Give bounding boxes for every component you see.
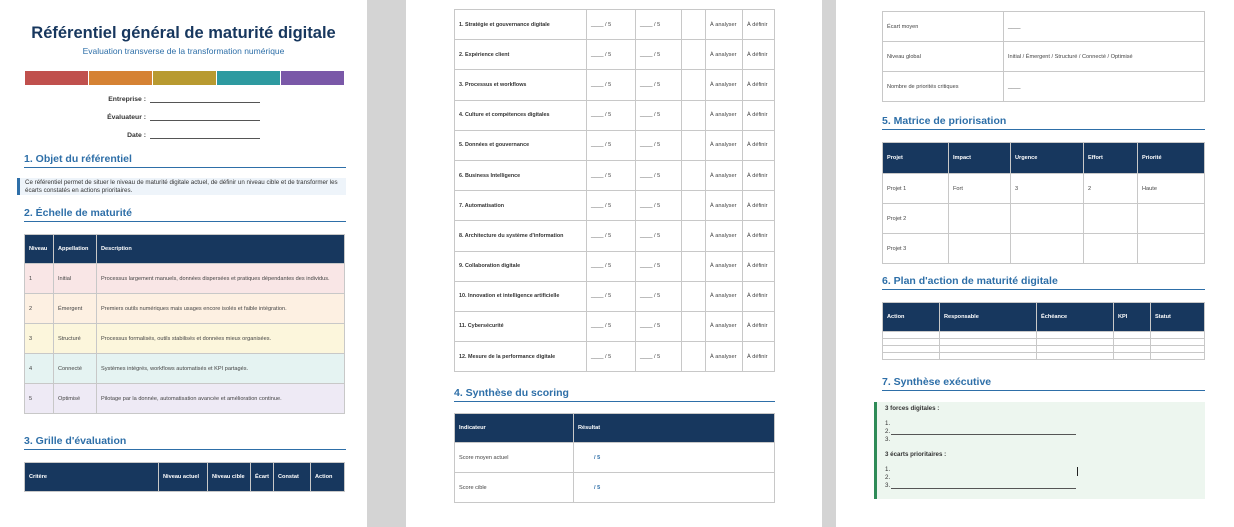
table-header: Statut <box>1151 303 1205 332</box>
gap-cell[interactable] <box>682 251 706 281</box>
current-level-cell[interactable]: ____ / 5 <box>587 70 636 100</box>
table-cell[interactable] <box>1151 346 1205 353</box>
target-level-cell[interactable]: ____ / 5 <box>636 10 682 40</box>
current-level-cell[interactable]: ____ / 5 <box>587 160 636 190</box>
evaluation-grid-header <box>24 462 345 492</box>
table-header: Écart <box>251 463 274 492</box>
gaps-label: 3 écarts prioritaires : <box>885 451 947 458</box>
table-header: Critère <box>25 463 159 492</box>
table-header: Responsable <box>940 303 1037 332</box>
criterion-cell: 9. Collaboration digitale <box>455 251 587 281</box>
table-row <box>25 384 345 414</box>
gap-cell[interactable] <box>682 40 706 70</box>
table-cell[interactable] <box>883 339 940 346</box>
page-1 <box>0 0 367 527</box>
current-level-cell[interactable]: ____ / 5 <box>587 130 636 160</box>
target-level-cell[interactable]: ____ / 5 <box>636 191 682 221</box>
gap-cell[interactable] <box>682 311 706 341</box>
list-number: 1. <box>885 420 891 427</box>
table-cell: Systèmes intégrés, workflows automatisés et KPI partagés. <box>97 354 345 384</box>
gap-cell[interactable] <box>682 342 706 372</box>
finding-cell[interactable]: À analyser <box>706 281 743 311</box>
table-cell[interactable]: Projet 3 <box>883 234 949 264</box>
criterion-cell: 2. Expérience client <box>455 40 587 70</box>
page-3 <box>836 0 1234 527</box>
page-gutter <box>367 0 406 527</box>
table-cell[interactable] <box>1037 353 1114 360</box>
table-cell: Écart moyen <box>883 12 1004 42</box>
action-cell[interactable]: À définir <box>743 251 775 281</box>
table-cell[interactable] <box>1084 204 1138 234</box>
color-segment <box>217 71 281 85</box>
page-2 <box>406 0 822 527</box>
list-item[interactable] <box>885 473 1197 481</box>
action-cell[interactable]: À définir <box>743 10 775 40</box>
finding-cell[interactable]: À analyser <box>706 70 743 100</box>
current-level-cell[interactable]: ____ / 5 <box>587 10 636 40</box>
current-level-cell[interactable]: ____ / 5 <box>587 191 636 221</box>
target-level-cell[interactable]: ____ / 5 <box>636 281 682 311</box>
finding-cell[interactable]: À analyser <box>706 100 743 130</box>
finding-cell[interactable]: À analyser <box>706 40 743 70</box>
table-cell: 2 <box>25 294 54 324</box>
table-cell[interactable] <box>1138 204 1205 234</box>
table-cell[interactable] <box>883 353 940 360</box>
list-number: 2. <box>885 428 891 435</box>
table-cell[interactable]: 3 <box>1011 174 1084 204</box>
table-header: Résultat <box>574 414 775 443</box>
table-cell[interactable]: Haute <box>1138 174 1205 204</box>
strengths-label: 3 forces digitales : <box>885 405 940 412</box>
action-cell[interactable]: À définir <box>743 40 775 70</box>
table-cell[interactable] <box>1151 332 1205 339</box>
table-row <box>455 191 775 221</box>
form-label: Entreprise : <box>108 96 146 103</box>
current-level-cell[interactable]: ____ / 5 <box>587 40 636 70</box>
table-row <box>455 473 775 503</box>
target-level-cell[interactable]: ____ / 5 <box>636 160 682 190</box>
current-level-cell[interactable]: ____ / 5 <box>587 342 636 372</box>
list-item[interactable] <box>885 419 1197 427</box>
table-cell: Score cible <box>455 473 574 503</box>
table-row <box>25 324 345 354</box>
current-level-cell[interactable]: ____ / 5 <box>587 221 636 251</box>
current-level-cell[interactable]: ____ / 5 <box>587 311 636 341</box>
table-cell[interactable] <box>1011 234 1084 264</box>
criterion-cell: 5. Données et gouvernance <box>455 130 587 160</box>
target-level-cell[interactable]: ____ / 5 <box>636 342 682 372</box>
action-cell[interactable]: À définir <box>743 221 775 251</box>
section-heading: 4. Synthèse du scoring <box>454 387 775 402</box>
criterion-cell: 3. Processus et workflows <box>455 70 587 100</box>
form-field-date[interactable] <box>60 132 320 139</box>
action-cell[interactable]: À définir <box>743 70 775 100</box>
table-cell: 5 <box>25 384 54 414</box>
table-header: Urgence <box>1011 143 1084 174</box>
table-cell: Premiers outils numériques mais usages encore isolés et faible intégration. <box>97 294 345 324</box>
form-blank-line[interactable] <box>150 114 260 121</box>
table-cell[interactable]: Fort <box>949 174 1011 204</box>
action-cell[interactable]: À définir <box>743 191 775 221</box>
table-cell: Processus formalisés, outils stabilisés et données mieux organisées. <box>97 324 345 354</box>
criterion-cell: 8. Architecture du système d'information <box>455 221 587 251</box>
criterion-cell: 7. Automatisation <box>455 191 587 221</box>
table-header: Appellation <box>54 235 97 264</box>
list-item[interactable] <box>885 481 1197 489</box>
list-number: 3. <box>885 436 891 443</box>
table-row <box>883 72 1205 102</box>
section-heading: 6. Plan d'action de maturité digitale <box>882 275 1205 290</box>
finding-cell[interactable]: À analyser <box>706 130 743 160</box>
gap-cell[interactable] <box>682 100 706 130</box>
target-level-cell[interactable]: ____ / 5 <box>636 70 682 100</box>
document-subtitle: Evaluation transverse de la transformation numérique <box>82 46 285 56</box>
gap-cell[interactable] <box>682 191 706 221</box>
form-field-company[interactable] <box>60 96 320 103</box>
table-cell: Structuré <box>54 324 97 354</box>
table-header: Priorité <box>1138 143 1205 174</box>
current-level-cell[interactable]: ____ / 5 <box>587 281 636 311</box>
table-cell: Émergent <box>54 294 97 324</box>
table-cell: 4 <box>25 354 54 384</box>
finding-cell[interactable]: À analyser <box>706 342 743 372</box>
table-cell: Pilotage par la donnée, automatisation avancée et amélioration continue. <box>97 384 345 414</box>
gap-cell[interactable] <box>682 221 706 251</box>
action-cell[interactable]: À définir <box>743 130 775 160</box>
table-cell[interactable]: ____ <box>1004 12 1205 42</box>
table-cell: Processus largement manuels, données dispersées et pratiques dépendantes des individus. <box>97 264 345 294</box>
list-item[interactable] <box>885 465 1197 473</box>
table-cell[interactable] <box>1151 353 1205 360</box>
color-segment <box>89 71 153 85</box>
table-cell[interactable] <box>1114 339 1151 346</box>
action-cell[interactable]: À définir <box>743 100 775 130</box>
criterion-cell: 6. Business Intelligence <box>455 160 587 190</box>
table-cell: Score moyen actuel <box>455 443 574 473</box>
gap-cell[interactable] <box>682 281 706 311</box>
table-cell[interactable] <box>1037 332 1114 339</box>
criterion-cell: 12. Mesure de la performance digitale <box>455 342 587 372</box>
criterion-cell: 4. Culture et compétences digitales <box>455 100 587 130</box>
table-row <box>455 160 775 190</box>
criterion-cell: 11. Cybersécurité <box>455 311 587 341</box>
blank-line[interactable] <box>891 429 1076 435</box>
table-row <box>455 251 775 281</box>
form-label: Évaluateur : <box>107 114 146 121</box>
current-level-cell[interactable]: ____ / 5 <box>587 251 636 281</box>
target-level-cell[interactable]: ____ / 5 <box>636 100 682 130</box>
color-segment <box>25 71 89 85</box>
section-heading: 1. Objet du référentiel <box>24 153 346 168</box>
finding-cell[interactable]: À analyser <box>706 221 743 251</box>
form-blank-line[interactable] <box>150 132 260 139</box>
table-cell[interactable]: Initial / Émergent / Structuré / Connecté / Optimisé <box>1004 42 1205 72</box>
table-cell[interactable]: ____ <box>1004 72 1205 102</box>
table-cell[interactable] <box>883 332 940 339</box>
table-header: Description <box>97 235 345 264</box>
score-value: / 5 <box>594 484 601 491</box>
table-cell[interactable] <box>949 204 1011 234</box>
section1-note: Ce référentiel permet de situer le niveau de maturité digitale actuel, de définir un niveau cible et de transformer les écarts constatés en actions prioritaires. <box>17 178 346 195</box>
global-summary-table <box>882 11 1205 102</box>
table-row <box>455 130 775 160</box>
table-header: Niveau cible <box>208 463 251 492</box>
table-cell[interactable] <box>940 353 1037 360</box>
action-plan-table <box>882 302 1205 360</box>
table-row <box>883 174 1205 204</box>
target-level-cell[interactable]: ____ / 5 <box>636 130 682 160</box>
table-cell: Nombre de priorités critiques <box>883 72 1004 102</box>
table-header: Impact <box>949 143 1011 174</box>
section-heading: 3. Grille d'évaluation <box>24 435 346 450</box>
finding-cell[interactable]: À analyser <box>706 191 743 221</box>
table-cell[interactable]: 2 <box>1084 174 1138 204</box>
table-header: KPI <box>1114 303 1151 332</box>
table-cell[interactable] <box>940 332 1037 339</box>
action-cell[interactable]: À définir <box>743 342 775 372</box>
table-cell: Optimisé <box>54 384 97 414</box>
form-blank-line[interactable] <box>150 96 260 103</box>
table-row <box>455 281 775 311</box>
table-cell[interactable] <box>1114 332 1151 339</box>
table-cell: Connecté <box>54 354 97 384</box>
table-row <box>25 294 345 324</box>
gap-cell[interactable] <box>682 130 706 160</box>
section-heading: 7. Synthèse exécutive <box>882 376 1205 391</box>
section-heading: 2. Échelle de maturité <box>24 207 346 222</box>
table-row <box>455 70 775 100</box>
action-cell[interactable]: À définir <box>743 160 775 190</box>
target-level-cell[interactable]: ____ / 5 <box>636 311 682 341</box>
table-header: Niveau <box>25 235 54 264</box>
table-row <box>883 234 1205 264</box>
table-header: Indicateur <box>455 414 574 443</box>
list-item[interactable] <box>885 435 1197 443</box>
table-cell: Initial <box>54 264 97 294</box>
table-cell: 3 <box>25 324 54 354</box>
target-level-cell[interactable]: ____ / 5 <box>636 221 682 251</box>
color-segment <box>281 71 345 85</box>
table-cell[interactable] <box>940 346 1037 353</box>
table-header: Action <box>883 303 940 332</box>
action-cell[interactable]: À définir <box>743 281 775 311</box>
table-cell: Niveau global <box>883 42 1004 72</box>
list-item[interactable] <box>885 427 1197 435</box>
table-cell[interactable] <box>883 346 940 353</box>
table-header: Constat <box>274 463 311 492</box>
table-header: Effort <box>1084 143 1138 174</box>
finding-cell[interactable]: À analyser <box>706 311 743 341</box>
table-header: Échéance <box>1037 303 1114 332</box>
table-cell[interactable] <box>1037 346 1114 353</box>
table-row <box>455 100 775 130</box>
list-number: 1. <box>885 466 891 473</box>
table-row <box>883 204 1205 234</box>
table-row <box>883 339 1205 346</box>
target-level-cell[interactable]: ____ / 5 <box>636 251 682 281</box>
list-number: 3. <box>885 482 891 489</box>
finding-cell[interactable]: À analyser <box>706 10 743 40</box>
page-gutter <box>822 0 836 527</box>
criterion-cell: 10. Innovation et intelligence artificielle <box>455 281 587 311</box>
table-cell[interactable] <box>1037 339 1114 346</box>
table-cell: 1 <box>25 264 54 294</box>
criterion-cell: 1. Stratégie et gouvernance digitale <box>455 10 587 40</box>
table-header: Projet <box>883 143 949 174</box>
table-row <box>883 346 1205 353</box>
current-level-cell[interactable]: ____ / 5 <box>587 100 636 130</box>
table-header: Action <box>311 463 345 492</box>
table-cell[interactable] <box>1011 204 1084 234</box>
table-cell[interactable]: Projet 2 <box>883 204 949 234</box>
table-cell[interactable]: Projet 1 <box>883 174 949 204</box>
color-segment <box>153 71 217 85</box>
maturity-scale-table <box>24 234 345 414</box>
table-row <box>455 221 775 251</box>
table-cell[interactable] <box>1138 234 1205 264</box>
table-row <box>883 332 1205 339</box>
finding-cell[interactable]: À analyser <box>706 251 743 281</box>
blank-line[interactable] <box>891 483 1076 489</box>
table-row <box>25 264 345 294</box>
table-cell[interactable] <box>1114 346 1151 353</box>
table-cell[interactable] <box>1084 234 1138 264</box>
table-cell[interactable] <box>574 443 775 473</box>
table-cell[interactable] <box>574 473 775 503</box>
table-row <box>883 12 1205 42</box>
gap-cell[interactable] <box>682 70 706 100</box>
table-row <box>883 353 1205 360</box>
form-label: Date : <box>127 132 146 139</box>
executive-summary-box <box>874 402 1205 499</box>
table-row <box>25 354 345 384</box>
table-row <box>455 342 775 372</box>
action-cell[interactable]: À définir <box>743 311 775 341</box>
gap-cell[interactable] <box>682 10 706 40</box>
table-row <box>883 42 1205 72</box>
table-cell[interactable] <box>949 234 1011 264</box>
scoring-summary-table <box>454 413 775 503</box>
maturity-color-bar <box>25 71 345 85</box>
table-row <box>455 311 775 341</box>
gap-cell[interactable] <box>682 160 706 190</box>
table-header: Niveau actuel <box>159 463 208 492</box>
section-heading: 5. Matrice de priorisation <box>882 115 1205 130</box>
finding-cell[interactable]: À analyser <box>706 160 743 190</box>
table-cell[interactable] <box>1151 339 1205 346</box>
form-field-evaluator[interactable] <box>60 114 320 121</box>
target-level-cell[interactable]: ____ / 5 <box>636 40 682 70</box>
text-cursor <box>1077 467 1078 476</box>
list-number: 2. <box>885 474 891 481</box>
document-title: Référentiel général de maturité digitale <box>31 24 336 42</box>
table-cell[interactable] <box>940 339 1037 346</box>
table-cell[interactable] <box>1114 353 1151 360</box>
table-row <box>455 443 775 473</box>
table-row <box>455 40 775 70</box>
evaluation-grid-table <box>454 9 775 372</box>
score-value: / 5 <box>594 454 601 461</box>
priority-matrix-table <box>882 142 1205 264</box>
table-row <box>455 10 775 40</box>
